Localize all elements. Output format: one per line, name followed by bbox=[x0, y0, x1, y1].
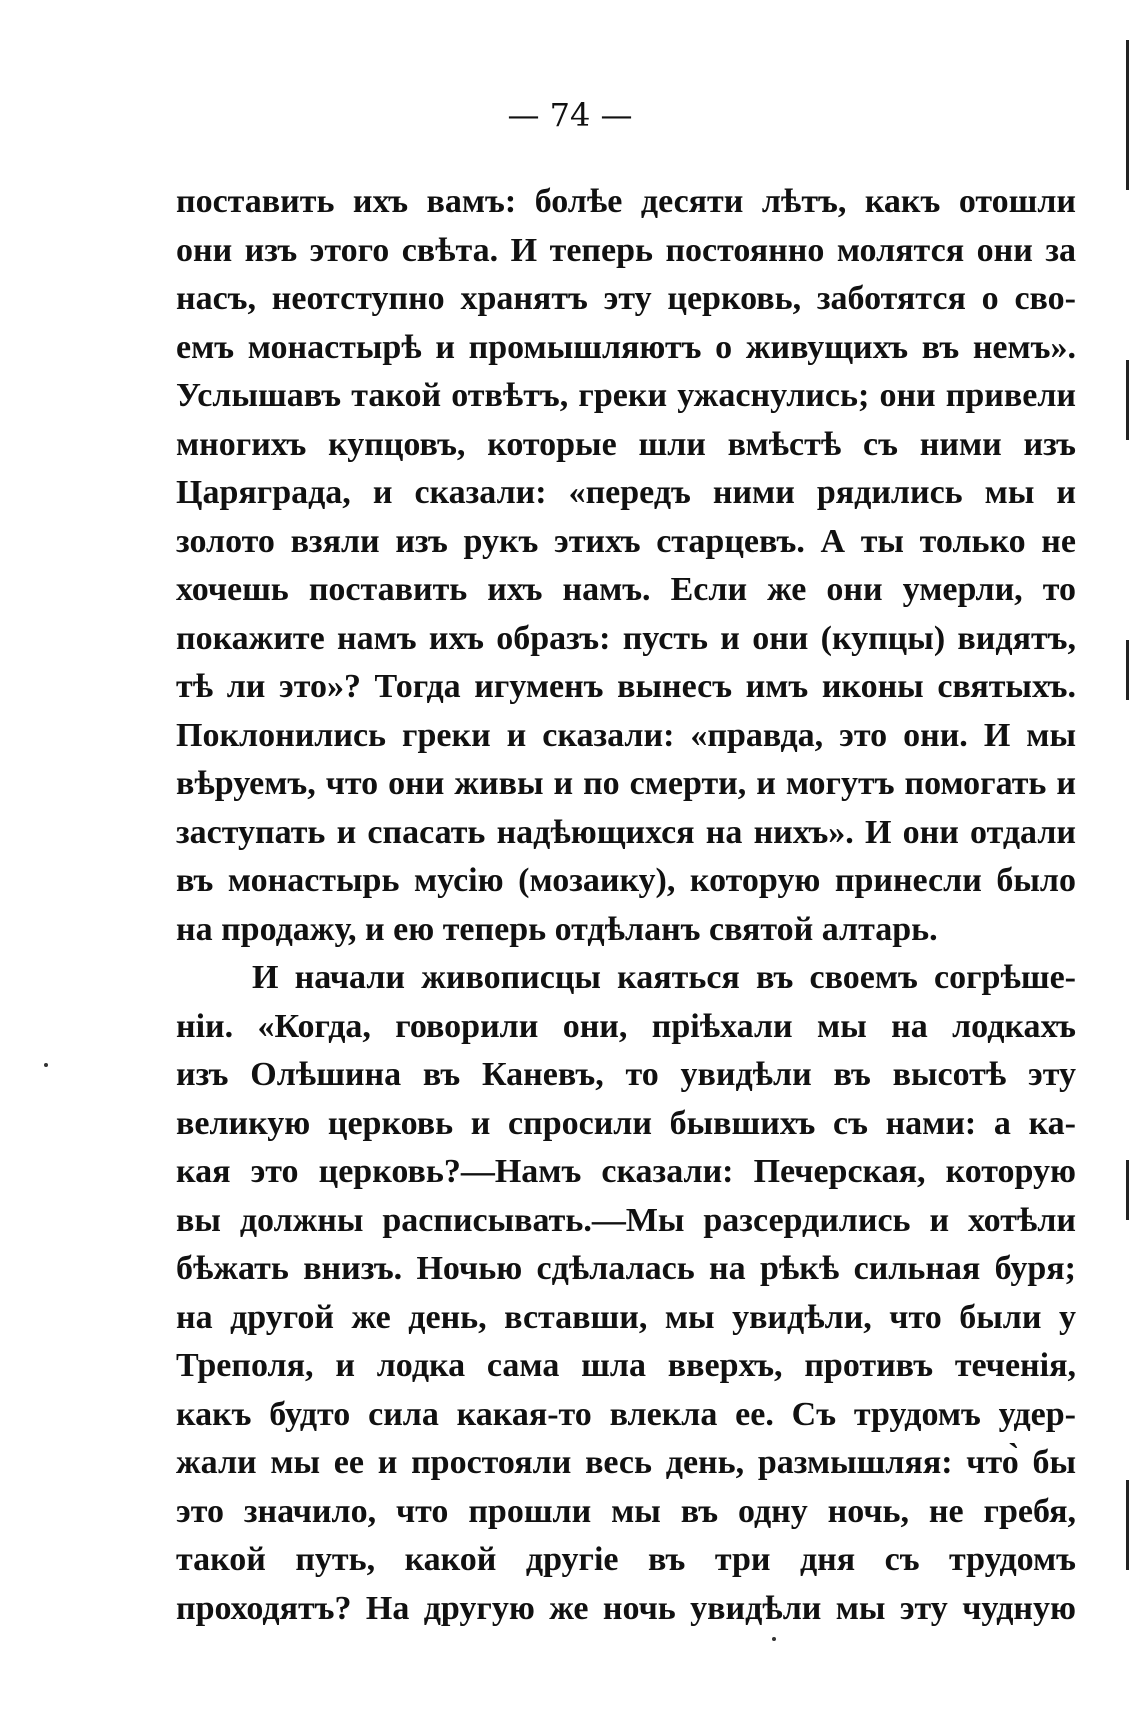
text-line: великую церковь и спросили бывшихъ съ нами: а ка- bbox=[176, 1104, 1076, 1142]
text-line: покажите намъ ихъ образъ: пусть и они (купцы) видятъ, bbox=[176, 619, 1076, 657]
text-line: на продажу, и ею теперь отдѣланъ святой алтарь. bbox=[176, 910, 938, 948]
text-line: они изъ этого свѣта. И теперь постоянно молятся они за bbox=[176, 231, 1076, 269]
text-line: жали мы ее и простояли весь день, размышляя: что̀ бы bbox=[176, 1444, 1076, 1481]
text-line: золото взяли изъ рукъ этихъ старцевъ. А ты только не bbox=[176, 522, 1076, 560]
text-line: заступать и спасать надѣющихся на нихъ». И они отдали bbox=[176, 813, 1076, 851]
scan-edge-line bbox=[1126, 1160, 1129, 1220]
text-line: Треполя, и лодка сама шла вверхъ, противъ теченія, bbox=[176, 1347, 1076, 1384]
text-line: кая это церковь?—Намъ сказали: Печерская, которую bbox=[176, 1153, 1076, 1190]
text-line: емъ монастырѣ и промышляютъ о живущихъ въ немъ». bbox=[176, 328, 1076, 366]
text-line: Услышавъ такой отвѣтъ, греки ужаснулись; они привели bbox=[176, 377, 1076, 414]
scan-edge-line bbox=[1126, 360, 1129, 440]
text-line: такой путь, какой другіе въ три дня съ трудомъ bbox=[176, 1541, 1076, 1578]
text-line: вы должны расписывать.—Мы разсердились и хотѣли bbox=[176, 1201, 1076, 1239]
scan-edge-line bbox=[1126, 1480, 1129, 1570]
page-number: — 74 — bbox=[507, 96, 633, 134]
text-line: вѣруемъ, что они живы и по смерти, и могутъ помогать и bbox=[176, 765, 1076, 802]
scan-speck bbox=[44, 1063, 48, 1067]
text-line: ніи. «Когда, говорили они, пріѣхали мы на лодкахъ bbox=[176, 1007, 1076, 1045]
text-line: на другой же день, вставши, мы увидѣли, что были у bbox=[176, 1298, 1076, 1336]
text-line: проходятъ? На другую же ночь увидѣли мы эту чудную bbox=[176, 1589, 1076, 1627]
scan-edge-line bbox=[1126, 40, 1129, 190]
scan-edge-line bbox=[1126, 640, 1129, 700]
text-line: Поклонились греки и сказали: «правда, это они. И мы bbox=[176, 716, 1076, 754]
text-line: изъ Олѣшина въ Каневъ, то увидѣли въ высотѣ эту bbox=[176, 1056, 1076, 1093]
text-line: въ монастырь мусію (мозаику), которую принесли было bbox=[176, 862, 1076, 899]
body-text bbox=[176, 178, 1076, 1633]
text-line: многихъ купцовъ, которые шли вмѣстѣ съ ними изъ bbox=[176, 425, 1076, 463]
text-line: бѣжать внизъ. Ночью сдѣлалась на рѣкѣ сильная буря; bbox=[176, 1250, 1076, 1287]
text-line: И начали живописцы каяться въ своемъ согрѣше- bbox=[252, 959, 1076, 996]
text-line: это значило, что прошли мы въ одну ночь, не гребя, bbox=[176, 1492, 1076, 1530]
scan-speck bbox=[772, 1637, 776, 1641]
text-line: тѣ ли это»? Тогда игуменъ вынесъ имъ иконы святыхъ. bbox=[176, 668, 1076, 705]
text-line: какъ будто сила какая-то влекла ее. Съ трудомъ удер- bbox=[176, 1395, 1076, 1433]
text-line: Царяграда, и сказали: «передъ ними рядились мы и bbox=[176, 474, 1076, 511]
text-line: насъ, неотступно хранятъ эту церковь, заботятся о сво- bbox=[176, 280, 1076, 317]
text-line: хочешь поставить ихъ намъ. Если же они умерли, то bbox=[176, 571, 1076, 608]
text-line: поставить ихъ вамъ: болѣе десяти лѣтъ, какъ отошли bbox=[176, 183, 1076, 220]
